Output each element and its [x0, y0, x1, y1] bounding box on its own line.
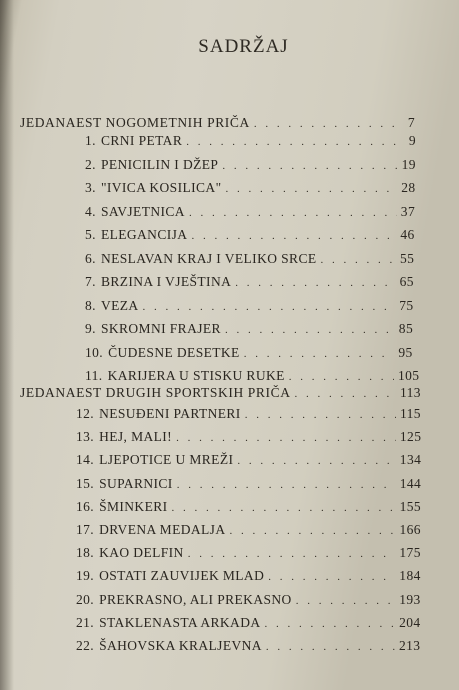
- entry-title: SAVJETNICA: [100, 203, 185, 219]
- dot-leader: [295, 388, 396, 400]
- entry-title: NESLAVAN KRAJ I VELIKO SRCE: [100, 250, 317, 266]
- toc-entry: [85, 321, 413, 337]
- toc-entry: [76, 475, 422, 492]
- entry-number: 18.: [76, 545, 95, 561]
- toc-entry: [85, 274, 414, 290]
- page-number: 166: [399, 522, 421, 537]
- entry-number: 1.: [85, 133, 96, 148]
- page-number: 46: [400, 227, 415, 242]
- page-number: 105: [398, 368, 420, 383]
- entry-title: ELEGANCIJA: [100, 227, 188, 242]
- dot-leader: [191, 230, 396, 242]
- entry-number: 19.: [76, 568, 95, 584]
- entry-number: 7.: [85, 274, 96, 289]
- entry-title: SKROMNI FRAJER: [100, 321, 221, 336]
- toc-entry: [76, 545, 421, 561]
- entry-number: 8.: [85, 297, 96, 313]
- dot-leader: [296, 595, 396, 607]
- entry-number: 2.: [85, 156, 96, 172]
- toc-entry: [76, 498, 422, 515]
- page-number: 144: [399, 475, 422, 491]
- toc-entry: [85, 345, 412, 361]
- page-number: 7: [407, 115, 415, 130]
- toc-entry: [76, 406, 421, 422]
- page-number: 155: [399, 498, 422, 514]
- page-number: 204: [399, 614, 421, 630]
- entry-title: ŠAHOVSKA KRALJEVNA: [99, 638, 262, 653]
- dot-leader: [222, 160, 397, 172]
- toc-entry: [76, 429, 422, 445]
- section-title: JEDANAEST DRUGIH SPORTSKIH PRIČA: [20, 385, 291, 400]
- entry-number: 14.: [76, 452, 95, 468]
- page-number: 115: [400, 406, 421, 421]
- entry-number: 10.: [85, 344, 104, 360]
- entry-title: KARIJERA U STISKU RUKE: [107, 368, 285, 383]
- entry-title: PENICILIN I DŽEP: [100, 156, 219, 172]
- entry-title: PREKRASNO, ALI PREKASNO: [99, 591, 292, 607]
- dot-leader: [265, 618, 396, 630]
- dot-leader: [245, 409, 396, 421]
- toc-entry: [76, 568, 421, 584]
- toc-entry: [76, 614, 421, 631]
- toc-entry: [85, 133, 416, 149]
- entry-number: 16.: [76, 498, 95, 514]
- entry-title: HEJ, MALI!: [99, 429, 173, 445]
- page-number: 113: [400, 385, 421, 400]
- entry-title: CRNI PETAR: [100, 133, 183, 148]
- page-number: 175: [399, 545, 421, 561]
- toc-entry: [85, 251, 414, 267]
- entry-title: BRZINA I VJEŠTINA: [100, 274, 232, 289]
- entry-number: 22.: [76, 638, 95, 653]
- page-number: 184: [399, 568, 421, 584]
- dot-leader: [225, 183, 397, 195]
- dot-leader: [225, 324, 395, 336]
- page-number: 55: [400, 250, 415, 266]
- page-number: 37: [400, 203, 416, 219]
- toc-entry: [76, 522, 421, 538]
- toc-entry: [85, 368, 420, 384]
- toc-entry: [76, 591, 421, 608]
- page-number: 134: [399, 452, 422, 468]
- section-heading: [20, 115, 415, 131]
- page-number: 75: [399, 297, 414, 313]
- toc-entry: [85, 227, 414, 243]
- page-number: 65: [399, 274, 414, 289]
- dot-leader: [244, 348, 395, 360]
- entry-number: 20.: [76, 591, 95, 607]
- section-title: JEDANAEST NOGOMETNIH PRIČA: [20, 115, 250, 130]
- toc-entry: [85, 157, 416, 173]
- entry-number: 17.: [76, 522, 95, 537]
- entry-number: 9.: [85, 321, 96, 336]
- entry-title: KAO DELFIN: [99, 545, 184, 561]
- entry-number: 5.: [85, 227, 96, 242]
- dot-leader: [177, 479, 396, 491]
- toc-entry: [85, 298, 413, 314]
- dot-leader: [268, 571, 395, 583]
- page-number: 28: [401, 180, 416, 195]
- entry-title: DRVENA MEDALJA: [99, 522, 226, 537]
- entry-number: 13.: [76, 429, 95, 445]
- entry-number: 6.: [85, 250, 96, 266]
- entry-title: "IVICA KOSILICA": [100, 180, 222, 195]
- dot-leader: [188, 548, 396, 560]
- page-number: 9: [408, 133, 416, 148]
- dot-leader: [189, 207, 397, 219]
- entry-number: 21.: [76, 614, 95, 630]
- entry-number: 3.: [85, 180, 96, 195]
- entry-number: 15.: [76, 475, 95, 491]
- dot-leader: [143, 301, 396, 313]
- entry-title: ŠMINKERI: [99, 498, 168, 514]
- dot-leader: [229, 525, 395, 537]
- page-number: 213: [399, 638, 421, 653]
- toc-entry: [76, 452, 422, 468]
- entry-title: LJEPOTICE U MREŽI: [99, 452, 234, 468]
- page-number: 85: [398, 321, 414, 336]
- dot-leader: [172, 502, 396, 514]
- entry-number: 4.: [85, 203, 96, 219]
- entry-number: 12.: [76, 406, 95, 421]
- toc-entry: [76, 638, 421, 654]
- dot-leader: [237, 455, 395, 467]
- toc-entry: [85, 204, 415, 220]
- page-number: 125: [399, 429, 422, 445]
- entry-title: OSTATI ZAUVIJEK MLAD: [99, 568, 265, 584]
- page-number: 193: [399, 591, 421, 607]
- entry-title: STAKLENASTA ARKADA: [99, 614, 261, 630]
- entry-title: ČUDESNE DESETKE: [108, 344, 240, 360]
- section-heading: [20, 385, 421, 401]
- dot-leader: [289, 371, 394, 383]
- dot-leader: [266, 641, 395, 653]
- page-title: SADRŽAJ: [198, 36, 289, 57]
- dot-leader: [254, 118, 397, 130]
- entry-title: VEZA: [100, 297, 139, 313]
- dot-leader: [321, 254, 396, 266]
- dot-leader: [186, 136, 398, 148]
- page-number: 19: [401, 156, 416, 172]
- dot-leader: [235, 277, 395, 289]
- entry-title: SUPARNICI: [99, 475, 173, 491]
- toc-entry: [85, 180, 415, 196]
- page-number: 95: [398, 344, 413, 360]
- entry-title: NESUĐENI PARTNERI: [99, 406, 241, 421]
- dot-leader: [176, 432, 396, 444]
- entry-number: 11.: [85, 368, 103, 383]
